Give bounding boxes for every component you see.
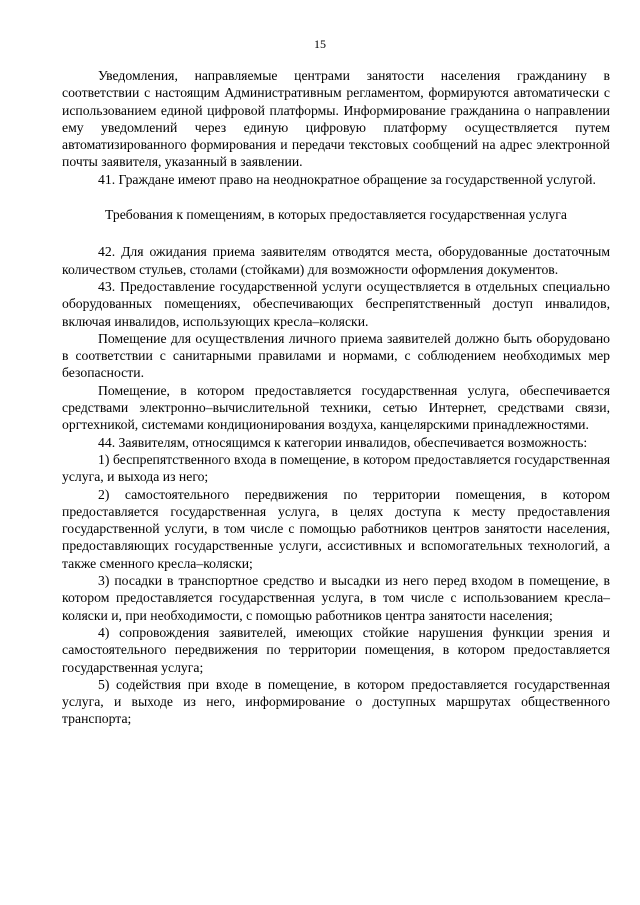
paragraph-notifications: Уведомления, направляемые центрами занятости населения гражданину в соответствии с настоящим Административным регламентом, формируются автоматически с использованием единой цифровой платформы. Информирование гражданина о направлении ему уведомлений через единую цифровую платформу осуществляется путем автоматизированного формирования и передачи текстовых сообщений на адрес электронной почты заявителя, указанный в заявлении. bbox=[62, 68, 610, 170]
list-item-3: 3) посадки в транспортное средство и высадки из него перед входом в помещение, в котором предоставляется государственная услуга, в том числе с использованием кресла–коляски и, при необходимости, с помощью работников центра занятости населения; bbox=[62, 573, 610, 623]
paragraph-44: 44. Заявителям, относящимся к категории инвалидов, обеспечивается возможность: bbox=[98, 434, 588, 450]
paragraph-premises-equipment: Помещение, в котором предоставляется государственная услуга, обеспечивается средствами электронно–вычислительной техники, сетью Интернет, средствами связи, оргтехникой, системами кондиционирования воздуха, канцелярскими принадлежностями. bbox=[62, 382, 610, 433]
list-item-5: 5) содействия при входе в помещение, в котором предоставляется государственная услуга, и выходе из него, информирование о доступных маршрутах общественного транспорта; bbox=[62, 676, 610, 727]
page-number: 15 bbox=[314, 37, 326, 51]
list-item-1: 1) беспрепятственного входа в помещение, в котором предоставляется государственная услуга, и выхода из него; bbox=[62, 451, 610, 485]
paragraph-42: 42. Для ожидания приема заявителям отводятся места, оборудованные достаточным количеством стульев, столами (стойками) для возможности оформления документов. bbox=[62, 244, 610, 277]
section-heading: Требования к помещениям, в которых предоставляется государственная услуга bbox=[105, 207, 567, 223]
paragraph-41: 41. Граждане имеют право на неоднократное обращение за государственной услугой. bbox=[98, 171, 596, 187]
list-item-2: 2) самостоятельного передвижения по территории помещения, в котором предоставляется государственная услуга, в целях доступа к месту предоставления государственной услуги, в том числе с помощью работников центров занятости населения, предоставляющих государственные услуги, ассистивных и вспомогательных технологий, а также сменного кресла–коляски; bbox=[62, 486, 610, 571]
list-item-4: 4) сопровождения заявителей, имеющих стойкие нарушения функции зрения и самостоятельного передвижения по территории помещения, в котором предоставляется государственная услуга; bbox=[62, 624, 610, 675]
paragraph-43: 43. Предоставление государственной услуги осуществляется в отдельных специально оборудованных помещениях, обеспечивающих беспрепятственный доступ инвалидов, включая инвалидов, использующих кресла–коляски. bbox=[62, 278, 610, 329]
document-body bbox=[62, 67, 610, 728]
paragraph-premises-personal-reception: Помещение для осуществления личного приема заявителей должно быть оборудовано в соответствии с санитарными правилами и нормами, с соблюдением необходимых мер безопасности. bbox=[62, 330, 610, 381]
